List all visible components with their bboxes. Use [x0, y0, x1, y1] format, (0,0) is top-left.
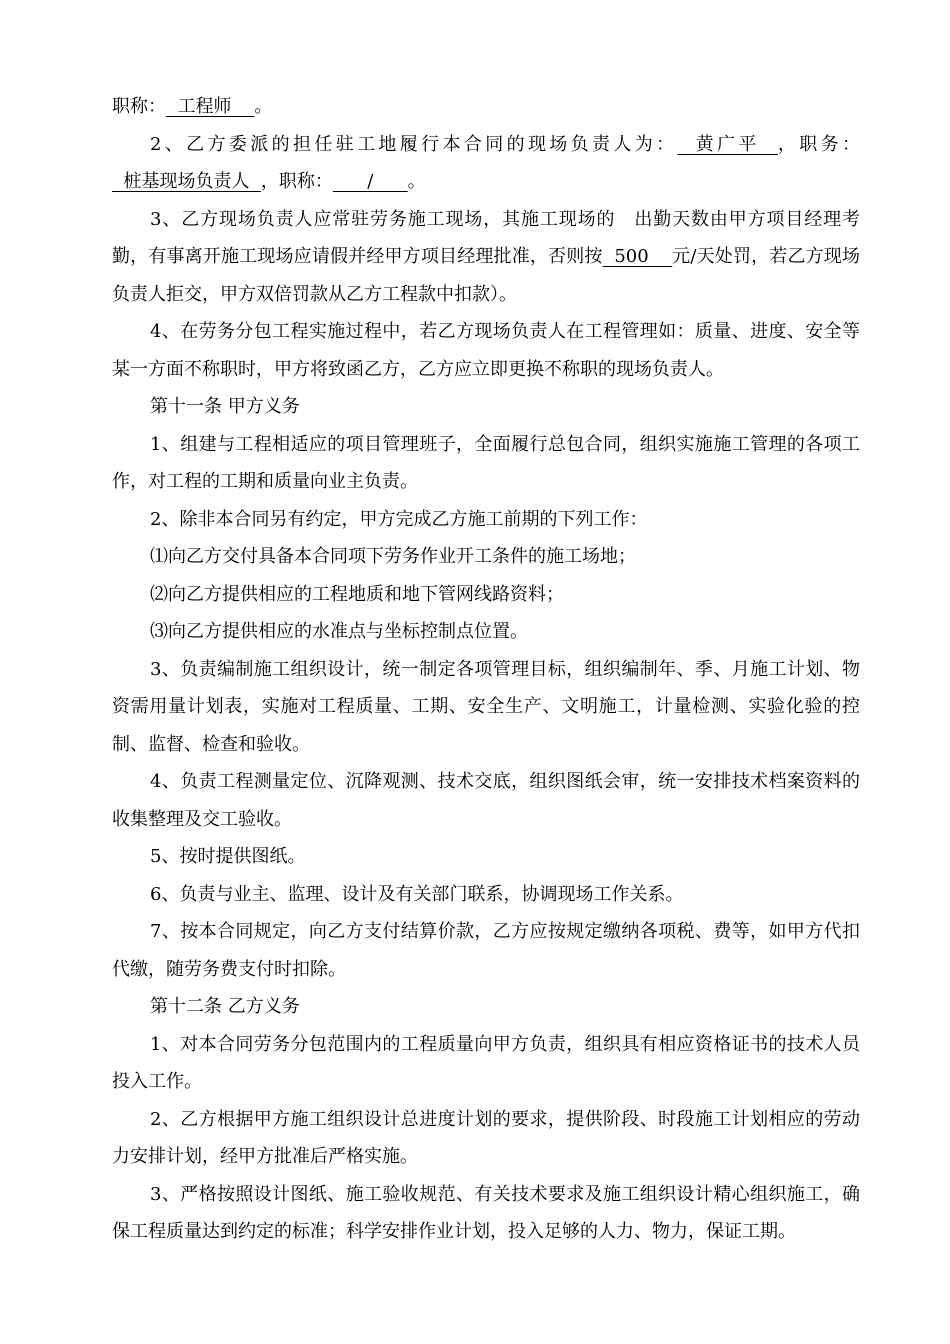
article-12-item-3: 3、严格按照设计图纸、施工验收规范、有关技术要求及施工组织设计精心组织施工，确保工程质量达到约定的标准；科学安排作业计划，投入足够的人力、物力，保证工期。 [112, 1183, 860, 1242]
article-12-title: 第十二条 乙方义务 [150, 996, 300, 1017]
article-11-item-3: 3、负责编制施工组织设计，统一制定各项管理目标，组织编制年、季、月施工计划、物资需用量计划表，实施对工程质量、工期、安全生产、文明施工，计量检测、实验化验的控制、监督、检查和验收。 [112, 658, 860, 755]
article-11-item-6: 6、负责与业主、监理、设计及有关部门联系，协调现场工作关系。 [150, 883, 684, 905]
manager-name: 黄广平 [695, 133, 760, 155]
article-12-item-2: 2、乙方根据甲方施工组织设计总进度计划的要求，提供阶段、时段施工计划相应的劳动力安排计划，经甲方批准后严格实施。 [112, 1108, 860, 1167]
article-11-item-7: 7、按本合同规定，向乙方支付结算价款，乙方应按规定缴纳各项税、费等，如甲方代扣代缴，随劳务费支付时扣除。 [112, 921, 860, 980]
article-11-item-1: 1、组建与工程相适应的项目管理班子，全面履行总包合同，组织实施施工管理的各项工作，对工程的工期和质量向业主负责。 [112, 433, 860, 492]
title-value: 工程师 [177, 96, 232, 117]
article-11-title: 第十一条 甲方义务 [150, 396, 300, 417]
article-11-subitem-3: ⑶向乙方提供相应的水准点与坐标控制点位置。 [150, 621, 528, 642]
article-11-item-2: 2、除非本合同另有约定，甲方完成乙方施工前期的下列工作： [150, 508, 648, 530]
manager-duty: 桩基现场负责人 [123, 171, 250, 192]
para-2: 2、乙方委派的担任驻工地履行本合同的现场负责人为： 黄广平 ，职务： 桩基现场负责人 ，职称： / 。 [112, 126, 860, 201]
document-page [112, 88, 860, 1251]
label-title: 职称： [112, 96, 166, 117]
penalty-amount: 500 [614, 246, 649, 267]
article-11-subitem-2: ⑵向乙方提供相应的工程地质和地下管网线路资料； [150, 583, 564, 605]
manager-title: / [367, 171, 374, 192]
article-12-item-1: 1、对本合同劳务分包范围内的工程质量向甲方负责，组织具有相应资格证书的技术人员投入工作。 [112, 1033, 860, 1092]
title-line: 职称： 工程师 。 [112, 96, 273, 117]
article-11-item-5: 5、按时提供图纸。 [150, 846, 306, 867]
article-11-subitem-1: ⑴向乙方交付具备本合同项下劳务作业开工条件的施工场地； [150, 546, 636, 567]
article-11-item-4: 4、负责工程测量定位、沉降观测、技术交底，组织图纸会审，统一安排技术档案资料的收集整理及交工验收。 [112, 771, 860, 830]
para-3: 3、乙方现场负责人应常驻劳务施工现场，其施工现场的 出勤天数由甲方项目经理考勤，有事离开施工现场应请假并经甲方项目经理批准，否则按 500 元/天处罚，若乙方现场负责人拒交，甲方双倍罚款从乙方工程款中扣款）。 [112, 208, 860, 305]
para-4: 4、在劳务分包工程实施过程中，若乙方现场负责人在工程管理如：质量、进度、安全等某一方面不称职时，甲方将致函乙方，乙方应立即更换不称职的现场负责人。 [112, 321, 860, 380]
